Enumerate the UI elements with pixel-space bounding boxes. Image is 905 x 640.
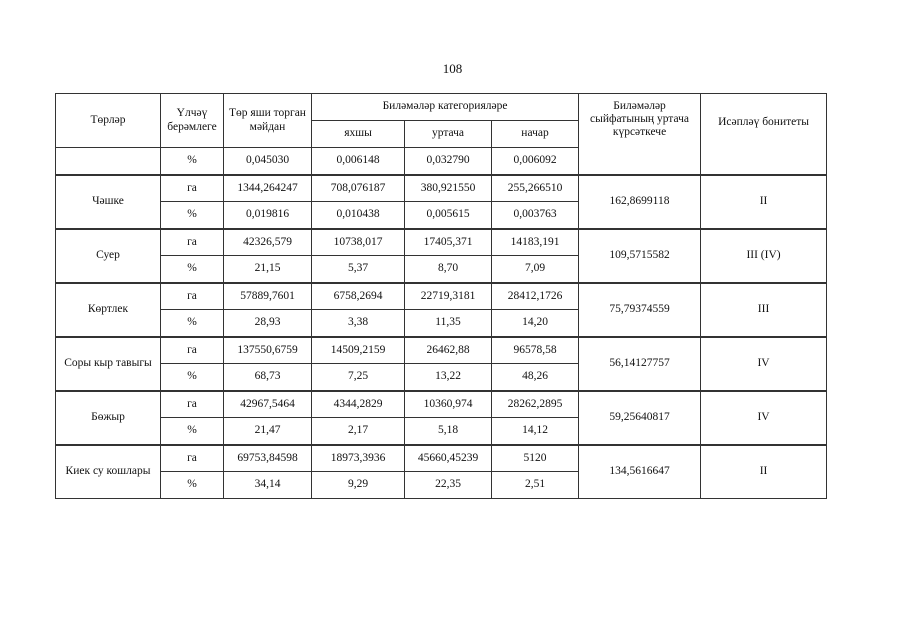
- table-row: [56, 337, 827, 364]
- table-row: [56, 391, 827, 418]
- good-cell: 4344,2829: [312, 391, 405, 418]
- header-total-good: 0,006148: [312, 148, 405, 175]
- avg-quality-cell: 56,14127757: [579, 337, 701, 391]
- table-row: [56, 445, 827, 472]
- header-total-unit: %: [161, 148, 224, 175]
- poor-cell: 5120: [492, 445, 579, 472]
- poor-cell: 14183,191: [492, 229, 579, 256]
- species-group-0: [56, 175, 827, 229]
- species-group-5: [56, 445, 827, 499]
- area-cell: 42326,579: [224, 229, 312, 256]
- header-bonitet: Исәпләү бонитеты: [701, 94, 827, 175]
- medium-cell: 22719,3181: [405, 283, 492, 310]
- poor-cell: 7,09: [492, 256, 579, 283]
- medium-cell: 10360,974: [405, 391, 492, 418]
- species-table: [55, 93, 827, 499]
- unit-cell: %: [161, 472, 224, 499]
- species-name: Киек су кошлары: [56, 445, 161, 499]
- medium-cell: 26462,88: [405, 337, 492, 364]
- species-name: Чәшке: [56, 175, 161, 229]
- medium-cell: 8,70: [405, 256, 492, 283]
- area-cell: 137550,6759: [224, 337, 312, 364]
- avg-quality-cell: 109,5715582: [579, 229, 701, 283]
- area-cell: 68,73: [224, 364, 312, 391]
- table-header: [56, 94, 827, 175]
- good-cell: 10738,017: [312, 229, 405, 256]
- poor-cell: 28412,1726: [492, 283, 579, 310]
- bonitet-cell: II: [701, 445, 827, 499]
- good-cell: 6758,2694: [312, 283, 405, 310]
- unit-cell: га: [161, 175, 224, 202]
- area-cell: 42967,5464: [224, 391, 312, 418]
- table-row: [56, 175, 827, 202]
- poor-cell: 28262,2895: [492, 391, 579, 418]
- header-good: яхшы: [312, 121, 405, 148]
- poor-cell: 96578,58: [492, 337, 579, 364]
- good-cell: 9,29: [312, 472, 405, 499]
- area-cell: 21,15: [224, 256, 312, 283]
- area-cell: 34,14: [224, 472, 312, 499]
- unit-cell: %: [161, 418, 224, 445]
- medium-cell: 5,18: [405, 418, 492, 445]
- avg-quality-cell: 162,8699118: [579, 175, 701, 229]
- species-name: Соры кыр тавыгы: [56, 337, 161, 391]
- poor-cell: 14,20: [492, 310, 579, 337]
- good-cell: 5,37: [312, 256, 405, 283]
- avg-quality-cell: 75,79374559: [579, 283, 701, 337]
- header-unit: Үлчәү берәмлеге: [161, 94, 224, 148]
- header-avg-quality: Биләмәләр сыйфатының уртача күрсәткече: [579, 94, 701, 175]
- bonitet-cell: IV: [701, 337, 827, 391]
- table-row: [56, 283, 827, 310]
- unit-cell: %: [161, 310, 224, 337]
- medium-cell: 380,921550: [405, 175, 492, 202]
- medium-cell: 0,005615: [405, 202, 492, 229]
- good-cell: 2,17: [312, 418, 405, 445]
- avg-quality-cell: 134,5616647: [579, 445, 701, 499]
- header-total-medium: 0,032790: [405, 148, 492, 175]
- species-group-1: [56, 229, 827, 283]
- header-total-area: 0,045030: [224, 148, 312, 175]
- header-species: Төрләр: [56, 94, 161, 148]
- species-name: Көртлек: [56, 283, 161, 337]
- species-name: Суер: [56, 229, 161, 283]
- unit-cell: га: [161, 229, 224, 256]
- page-number: 108: [442, 61, 463, 76]
- header-poor: начар: [492, 121, 579, 148]
- good-cell: 0,010438: [312, 202, 405, 229]
- header-medium: уртача: [405, 121, 492, 148]
- area-cell: 1344,264247: [224, 175, 312, 202]
- table-row: [56, 229, 827, 256]
- good-cell: 708,076187: [312, 175, 405, 202]
- good-cell: 7,25: [312, 364, 405, 391]
- poor-cell: 48,26: [492, 364, 579, 391]
- bonitet-cell: III (IV): [701, 229, 827, 283]
- header-total-poor: 0,006092: [492, 148, 579, 175]
- unit-cell: га: [161, 337, 224, 364]
- bonitet-cell: IV: [701, 391, 827, 445]
- bonitet-cell: II: [701, 175, 827, 229]
- bonitet-cell: III: [701, 283, 827, 337]
- medium-cell: 17405,371: [405, 229, 492, 256]
- poor-cell: 255,266510: [492, 175, 579, 202]
- species-group-3: [56, 337, 827, 391]
- poor-cell: 0,003763: [492, 202, 579, 229]
- good-cell: 18973,3936: [312, 445, 405, 472]
- medium-cell: 13,22: [405, 364, 492, 391]
- unit-cell: га: [161, 283, 224, 310]
- unit-cell: га: [161, 445, 224, 472]
- species-group-4: [56, 391, 827, 445]
- unit-cell: %: [161, 256, 224, 283]
- unit-cell: %: [161, 364, 224, 391]
- area-cell: 57889,7601: [224, 283, 312, 310]
- area-cell: 21,47: [224, 418, 312, 445]
- poor-cell: 14,12: [492, 418, 579, 445]
- header-area: Төр яши торган мәйдан: [224, 94, 312, 148]
- area-cell: 69753,84598: [224, 445, 312, 472]
- species-name: Бөжыр: [56, 391, 161, 445]
- unit-cell: га: [161, 391, 224, 418]
- header-total-blank: [56, 148, 161, 175]
- area-cell: 28,93: [224, 310, 312, 337]
- good-cell: 3,38: [312, 310, 405, 337]
- medium-cell: 11,35: [405, 310, 492, 337]
- area-cell: 0,019816: [224, 202, 312, 229]
- avg-quality-cell: 59,25640817: [579, 391, 701, 445]
- species-group-2: [56, 283, 827, 337]
- medium-cell: 22,35: [405, 472, 492, 499]
- good-cell: 14509,2159: [312, 337, 405, 364]
- poor-cell: 2,51: [492, 472, 579, 499]
- unit-cell: %: [161, 202, 224, 229]
- medium-cell: 45660,45239: [405, 445, 492, 472]
- header-categories: Биләмәләр категорияләре: [312, 94, 579, 121]
